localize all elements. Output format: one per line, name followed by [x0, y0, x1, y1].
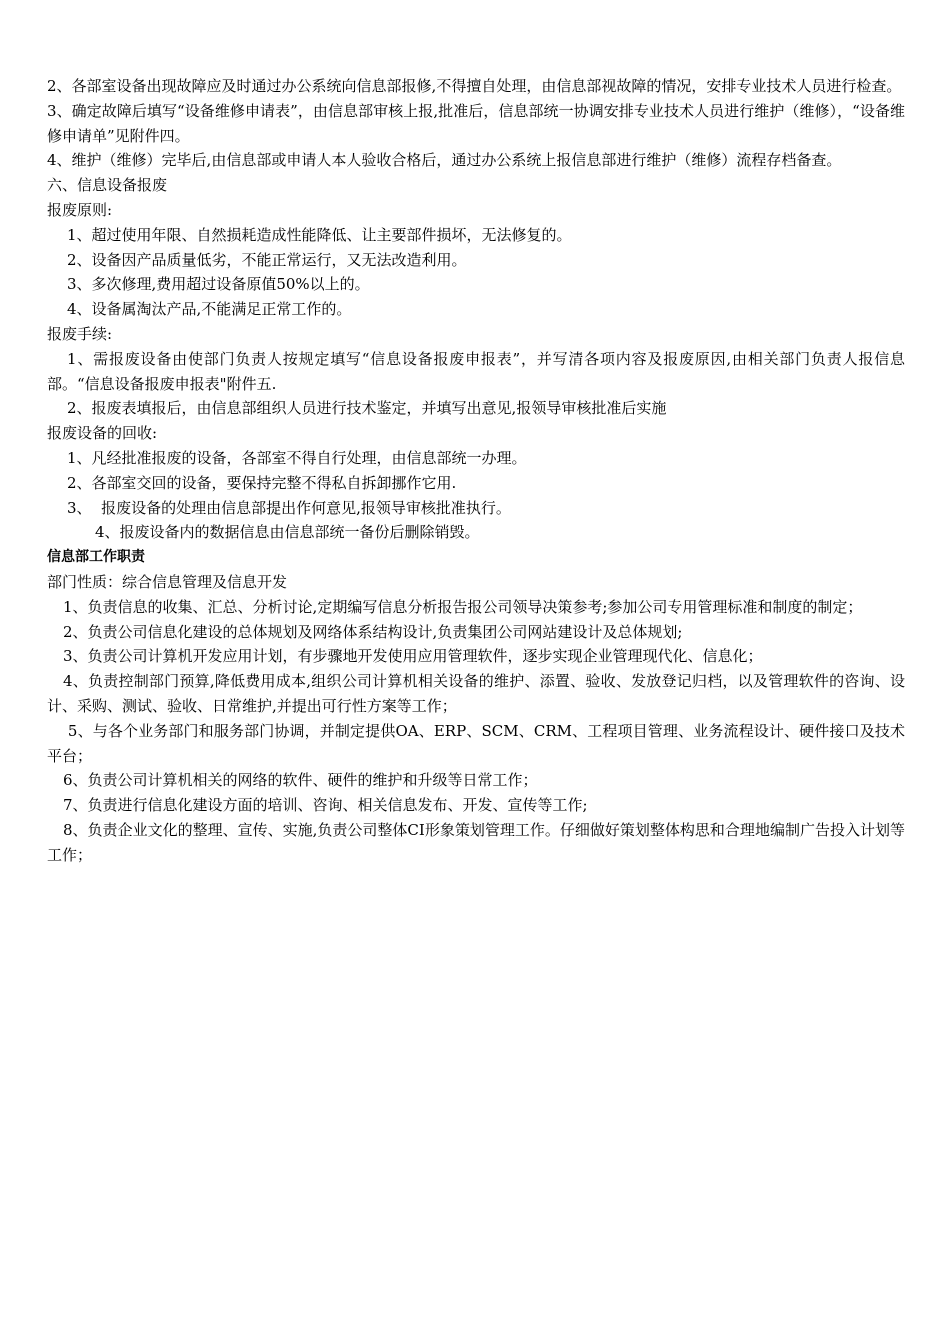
scrap-procedure-label: 报废手续:	[47, 324, 113, 343]
duty-item-6: 6、负责公司计算机相关的网络的软件、硬件的维护和升级等日常工作；	[63, 771, 538, 790]
scrap-principle-4: 4、设备属淘汰产品,不能满足正常工作的。	[67, 300, 352, 319]
scrap-recycle-label: 报废设备的回收:	[47, 424, 158, 443]
scrap-principles-label: 报废原则:	[47, 200, 113, 219]
duty-item-7: 7、负责进行信息化建设方面的培训、咨询、相关信息发布、开发、宣传等工作;	[63, 796, 588, 815]
section-title-scrap: 六、信息设备报废	[47, 176, 168, 195]
maintenance-item-2: 2、各部室设备出现故障应及时通过办公系统向信息部报修,不得擅自处理，由信息部视故障的情况，安排专业技术人员进行检查。	[47, 77, 902, 95]
duty-item-8: 8、负责企业文化的整理、宣传、实施,负责公司整体CI形象策划管理工作。仔细做好策划整体构思和合理地编制广告投入计划等工作；	[47, 820, 905, 864]
duty-item-3: 3、负责公司计算机开发应用计划，有步骤地开发使用应用管理软件，逐步实现企业管理现代化、信息化；	[63, 647, 763, 666]
scrap-recycle-2: 2、各部室交回的设备，要保持完整不得私自拆卸挪作它用.	[67, 473, 457, 492]
scrap-procedure-2: 2、报废表填报后，由信息部组织人员进行技术鉴定，并填写出意见,报领导审核批准后实施	[67, 399, 667, 418]
duty-item-4: 4、负责控制部门预算,降低费用成本,组织公司计算机相关设备的维护、添置、验收、发放登记归档，以及管理软件的咨询、设计、采购、测试、验收、日常维护,并提出可行性方案等工作；	[47, 672, 905, 715]
scrap-recycle-4: 4、报废设备内的数据信息由信息部统一备份后删除销毁。	[95, 523, 480, 542]
scrap-principle-1: 1、超过使用年限、自然损耗造成性能降低、让主要部件损坏，无法修复的。	[67, 225, 572, 244]
duty-item-5: 5、与各个业务部门和服务部门协调，并制定提供OA、ERP、SCM、CRM、工程项目管理、业务流程设计、硬件接口及技术平台；	[47, 721, 905, 765]
scrap-principle-3: 3、多次修理,费用超过设备原值50%以上的。	[67, 275, 370, 294]
scrap-recycle-1: 1、凡经批准报废的设备，各部室不得自行处理，由信息部统一办理。	[67, 448, 527, 467]
maintenance-item-4: 4、维护（维修）完毕后,由信息部或申请人本人验收合格后，通过办公系统上报信息部进行维护（维修）流程存档备查。	[47, 151, 842, 170]
duty-item-2: 2、负责公司信息化建设的总体规划及网络体系结构设计,负责集团公司网站建设计及总体规划;	[63, 622, 683, 641]
duty-item-1: 1、负责信息的收集、汇总、分析讨论,定期编写信息分析报告报公司领导决策参考;参加公司专用管理标准和制度的制定；	[63, 597, 863, 616]
scrap-principle-2: 2、设备因产品质量低劣，不能正常运行，又无法改造利用。	[67, 250, 467, 269]
scrap-procedure-1: 1、需报废设备由使部门负责人按规定填写“信息设备报废申报表”，并写清各项内容及报废原因,由相关部门负责人报信息部。“信息设备报废申报表"附件五.	[47, 349, 905, 393]
department-nature: 部门性质：综合信息管理及信息开发	[47, 572, 288, 591]
document-page	[47, 74, 905, 868]
duties-title: 信息部工作职责	[47, 549, 145, 566]
maintenance-item-3: 3、确定故障后填写“设备维修申请表”，由信息部审核上报,批准后，信息部统一协调安排专业技术人员进行维护（维修），“设备维修申请单”见附件四。	[47, 101, 905, 145]
scrap-recycle-3: 3、 报废设备的处理由信息部提出作何意见,报领导审核批准执行。	[67, 498, 511, 517]
